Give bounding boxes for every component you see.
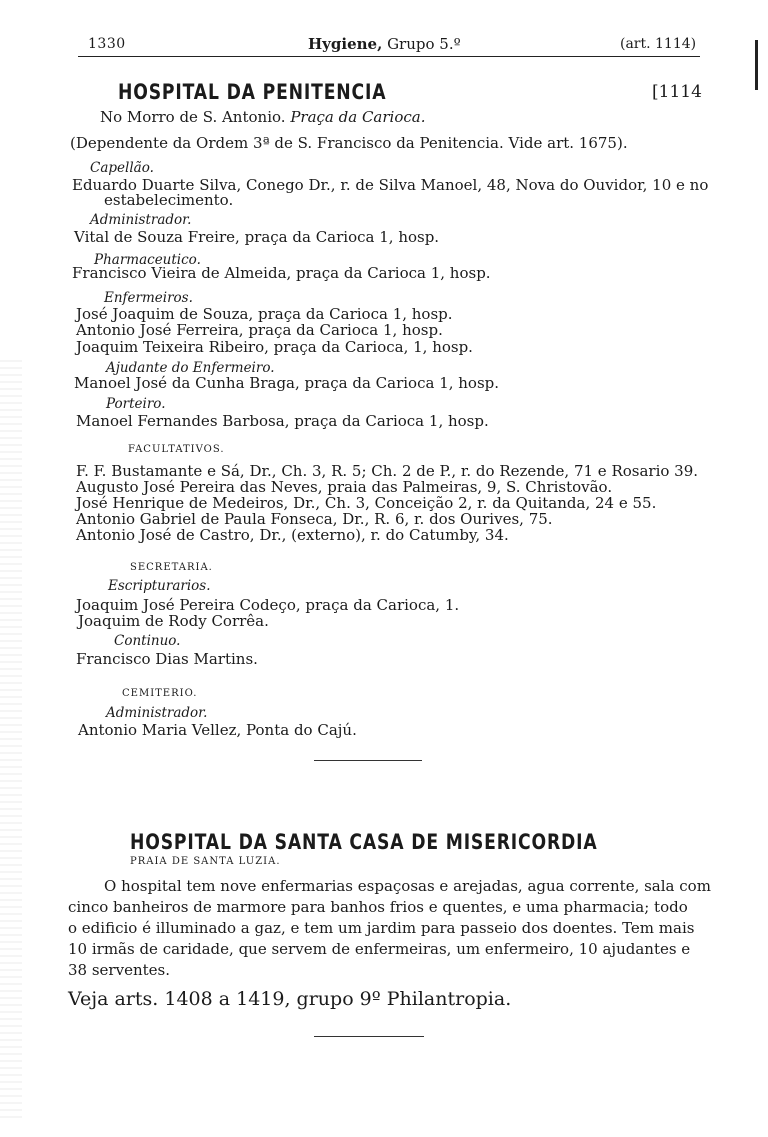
continuo-entry: Francisco Dias Martins.: [76, 650, 258, 668]
capellao-entry-cont: estabelecimento.: [104, 191, 234, 209]
role-escripturarios: Escripturarios.: [108, 578, 211, 594]
heading-cemiterio: CEMITERIO.: [122, 688, 198, 699]
paragraph-line: 38 serventes.: [68, 961, 170, 979]
administrador-entry: Vital de Souza Freire, praça da Carioca 1, hosp.: [74, 228, 440, 246]
cemiterio-entry: Antonio Maria Vellez, Ponta do Cajú.: [78, 721, 357, 739]
role-continuo: Continuo.: [114, 633, 181, 649]
enfermeiro-entry: Antonio José Ferreira, praça da Carioca 1, hosp.: [76, 321, 443, 339]
article-reference: (art. 1114): [620, 36, 697, 52]
facultativo-entry: F. F. Bustamante e Sá, Dr., Ch. 3, R. 5; Ch. 2 de P., r. do Rezende, 71 e Rosario 39.: [76, 462, 699, 480]
paragraph-line: o edificio é illuminado a gaz, e tem um jardim para passeio dos doentes. Tem mais: [68, 919, 695, 937]
ajudante-entry: Manoel José da Cunha Braga, praça da Carioca 1, hosp.: [74, 374, 500, 392]
page-edge-shadow: [0, 360, 22, 1120]
role-cemiterio-administrador: Administrador.: [106, 705, 208, 721]
paragraph-line: O hospital tem nove enfermarias espaçosas e arejadas, agua corrente, sala com: [104, 877, 711, 895]
role-pharmaceutico: Pharmaceutico.: [94, 252, 201, 268]
dependency-note: (Dependente da Ordem 3ª de S. Francisco da Penitencia. Vide art. 1675).: [70, 134, 628, 152]
facultativo-entry: Antonio Gabriel de Paula Fonseca, Dr., R. 6, r. dos Ourives, 75.: [76, 510, 553, 528]
facultativo-entry: Augusto José Pereira das Neves, praia das Palmeiras, 9, S. Christovão.: [76, 478, 613, 496]
section-divider: [314, 760, 422, 761]
enfermeiro-entry: Joaquim Teixeira Ribeiro, praça da Carioca, 1, hosp.: [76, 338, 473, 356]
see-also-reference: Veja arts. 1408 a 1419, grupo 9º Philantropia.: [68, 988, 512, 1010]
running-title: [308, 35, 461, 53]
heading-secretaria: SECRETARIA.: [130, 562, 213, 573]
role-porteiro: Porteiro.: [106, 396, 166, 412]
paragraph-line: cinco banheiros de marmore para banhos frios e quentes, e uma pharmacia; todo: [68, 898, 688, 916]
running-title-bold: Hygiene,: [308, 35, 383, 53]
margin-mark: [755, 40, 758, 90]
role-ajudante: Ajudante do Enfermeiro.: [106, 360, 275, 376]
facultativo-entry: Antonio José de Castro, Dr., (externo), r. do Catumby, 34.: [76, 526, 509, 544]
location-prefix: No Morro de S. Antonio.: [100, 108, 286, 126]
location-italic: Praça da Carioca.: [290, 108, 426, 126]
subtitle-praia: PRAIA DE SANTA LUZIA.: [130, 856, 281, 867]
role-enfermeiros: Enfermeiros.: [104, 290, 193, 306]
closing-divider: [314, 1036, 424, 1037]
capellao-entry: Eduardo Duarte Silva, Conego Dr., r. de Silva Manoel, 48, Nova do Ouvidor, 10 e no: [72, 176, 709, 194]
running-title-group: Grupo 5.º: [382, 35, 461, 53]
escripturario-entry: Joaquim José Pereira Codeço, praça da Carioca, 1.: [76, 596, 460, 614]
porteiro-entry: Manoel Fernandes Barbosa, praça da Carioca 1, hosp.: [76, 412, 489, 430]
pharmaceutico-entry: Francisco Vieira de Almeida, praça da Carioca 1, hosp.: [72, 264, 491, 282]
paragraph-line: 10 irmãs de caridade, que servem de enfermeiras, um enfermeiro, 10 ajudantes e: [68, 940, 691, 958]
escripturario-entry: Joaquim de Rody Corrêa.: [78, 612, 269, 630]
role-administrador: Administrador.: [90, 212, 192, 228]
section-title-santa-casa: HOSPITAL DA SANTA CASA DE MISERICORDIA: [130, 830, 598, 854]
facultativo-entry: José Henrique de Medeiros, Dr., Ch. 3, Conceição 2, r. da Quitanda, 24 e 55.: [76, 494, 657, 512]
article-number: [1114: [652, 82, 702, 102]
header-rule: [78, 56, 700, 57]
enfermeiro-entry: José Joaquim de Souza, praça da Carioca 1, hosp.: [76, 305, 453, 323]
section-title-penitencia: HOSPITAL DA PENITENCIA: [118, 80, 387, 104]
role-capellao: Capellão.: [90, 160, 154, 176]
location-line: [100, 108, 425, 126]
page-number: 1330: [88, 36, 126, 52]
heading-facultativos: FACULTATIVOS.: [128, 444, 225, 455]
